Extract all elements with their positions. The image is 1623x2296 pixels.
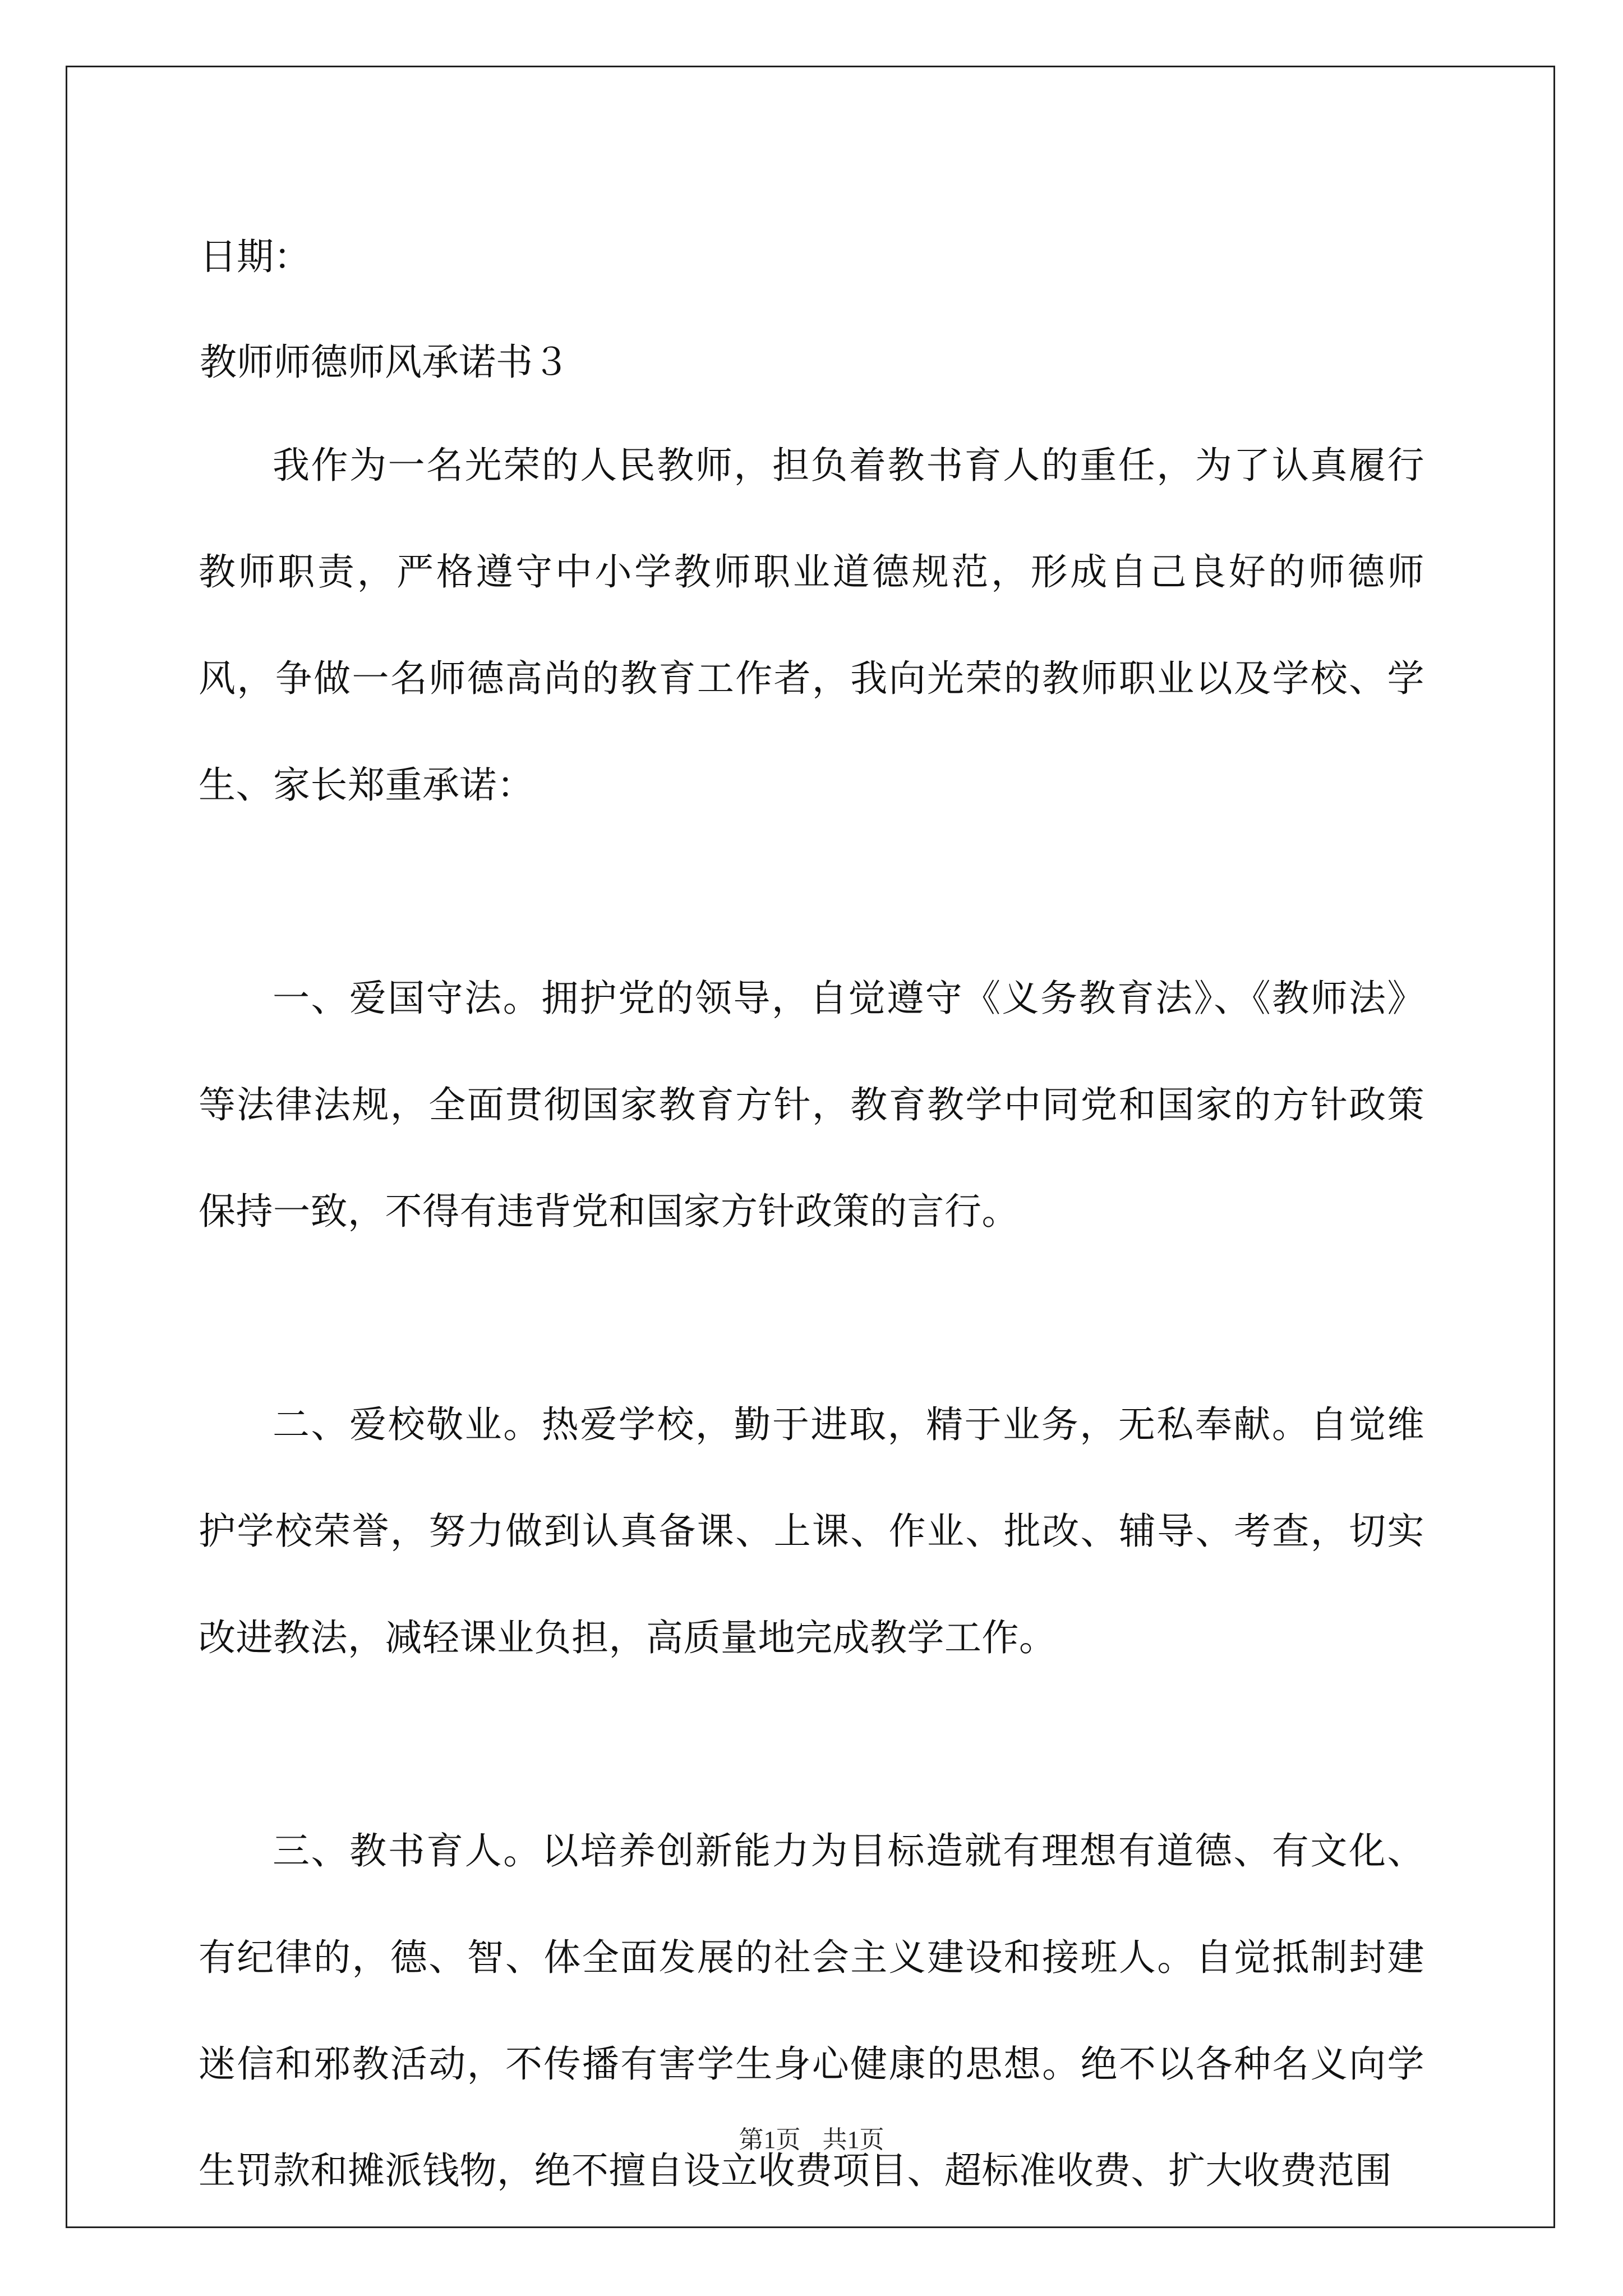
paragraph-item-3: 三、教书育人。以培养创新能力为目标造就有理想有道德、有文化、有纪律的，德、智、体全面发展的社会主义建设和接班人。自觉抵制封建迷信和邪教活动，不传播有害学生身心健康的思想。绝不以各种名义向学生罚款和摊派钱物，绝不擅自设立收费项目、超标准收费、扩大收费范围 [199, 1829, 1424, 2192]
paragraph-item-1: 一、爱国守法。拥护党的领导，自觉遵守《义务教育法》、《教师法》等法律法规，全面贯彻国家教育方针，教育教学中同党和国家的方针政策保持一致，不得有违背党和国家方针政策的言行。 [199, 977, 1424, 1233]
page-number: 第1页 [739, 2126, 801, 2154]
paragraph-item-2: 二、爱校敬业。热爱学校，勤于进取，精于业务，无私奉献。自觉维护学校荣誉，努力做到认真备课、上课、作业、批改、辅导、考查，切实改进教法，减轻课业负担，高质量地完成教学工作。 [199, 1403, 1424, 1659]
date-label: 日期： [200, 235, 311, 278]
paragraph-intro: 我作为一名光荣的人民教师，担负着教书育人的重任，为了认真履行教师职责，严格遵守中小学教师职业道德规范，形成自己良好的师德师风，争做一名师德高尚的教育工作者，我向光荣的教师职业以及学校、学生、家长郑重承诺： [199, 444, 1424, 807]
document-title: 教师师德师风承诺书３ [200, 341, 570, 384]
page-total: 共1页 [822, 2126, 884, 2154]
page-footer [0, 2123, 1623, 2157]
